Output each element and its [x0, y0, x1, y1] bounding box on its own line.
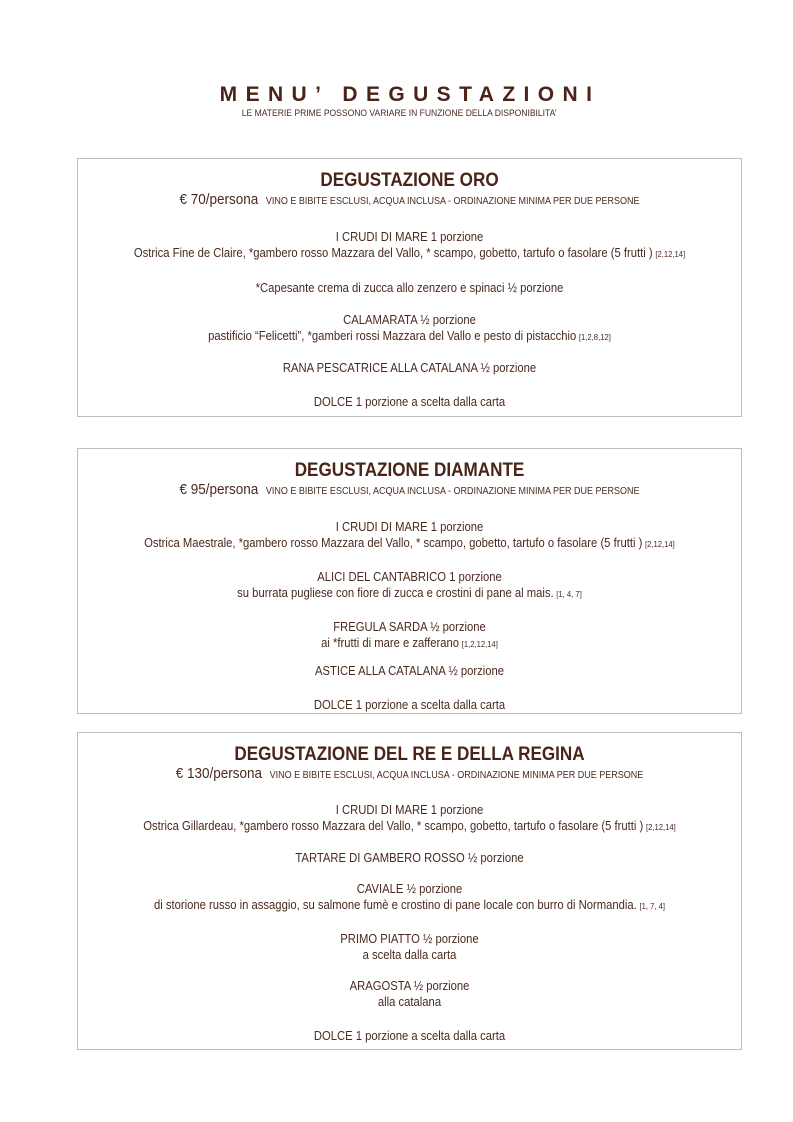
course-item — [111, 931, 708, 963]
course-item — [111, 802, 708, 835]
price-note: VINO E BIBITE ESCLUSI, ACQUA INCLUSA - ORDINAZIONE MINIMA PER DUE PERSONE — [265, 196, 640, 207]
menu-section-oro — [77, 158, 742, 417]
course-name: TARTARE DI GAMBERO ROSSO ½ porzione — [295, 851, 524, 865]
course-description-line — [111, 328, 708, 345]
menu-title: DEGUSTAZIONE DEL RE E DELLA REGINA — [234, 744, 585, 765]
course-name: I CRUDI DI MARE 1 porzione — [335, 803, 484, 817]
course-description-line — [111, 635, 708, 652]
course-name: ALICI DEL CANTABRICO 1 porzione — [317, 570, 502, 584]
course-item — [111, 697, 708, 713]
course-description: Ostrica Gillardeau, *gambero rosso Mazzara del Vallo, * scampo, gobetto, tartufo o fasolare (5 frutti ) — [143, 819, 644, 833]
course-description: Ostrica Maestrale, *gambero rosso Mazzara del Vallo, * scampo, gobetto, tartufo o fasolare (5 frutti ) — [144, 536, 643, 550]
price-note: VINO E BIBITE ESCLUSI, ACQUA INCLUSA - ORDINAZIONE MINIMA PER DUE PERSONE — [265, 486, 640, 497]
course-description-line — [111, 245, 708, 262]
course-description: alla catalana — [377, 995, 442, 1009]
course-name: DOLCE 1 porzione a scelta dalla carta — [313, 395, 506, 409]
course-item — [111, 850, 708, 866]
page-title: MENU’ DEGUSTAZIONI — [219, 83, 601, 106]
allergens: [2,12,14] — [645, 822, 676, 832]
course-description-line — [111, 585, 708, 602]
price-line — [111, 766, 708, 784]
menu-title: DEGUSTAZIONE DIAMANTE — [294, 460, 525, 481]
course-name: DOLCE 1 porzione a scelta dalla carta — [313, 698, 506, 712]
course-description-line — [111, 535, 708, 552]
course-name: PRIMO PIATTO ½ porzione — [340, 932, 479, 946]
allergens: [2,12,14] — [655, 249, 686, 259]
course-name: ARAGOSTA ½ porzione — [349, 979, 470, 993]
course-item — [111, 229, 708, 262]
course-name: I CRUDI DI MARE 1 porzione — [335, 520, 484, 534]
course-description: Ostrica Fine de Claire, *gambero rosso Mazzara del Vallo, * scampo, gobetto, tartufo o fasolare (5 frutti ) — [133, 246, 653, 260]
allergens: [1,2,12,14] — [461, 639, 498, 649]
course-description-line — [111, 818, 708, 835]
course-name: DOLCE 1 porzione a scelta dalla carta — [313, 1029, 506, 1043]
course-item — [111, 663, 708, 679]
course-item — [111, 280, 708, 296]
menu-title: DEGUSTAZIONE ORO — [320, 170, 499, 191]
course-item — [111, 519, 708, 552]
page-subtitle: LE MATERIE PRIME POSSONO VARIARE IN FUNZIONE DELLA DISPONIBILITA’ — [241, 108, 557, 119]
price: € 70/persona — [179, 191, 259, 208]
course-item — [111, 569, 708, 602]
course-item — [111, 394, 708, 410]
menu-section-re-regina — [77, 732, 742, 1050]
price: € 130/persona — [175, 765, 263, 782]
course-item — [111, 312, 708, 345]
course-description: su burrata pugliese con fiore di zucca e crostini di pane al mais. — [237, 586, 554, 600]
course-name: RANA PESCATRICE ALLA CATALANA ½ porzione — [282, 361, 537, 375]
course-item — [111, 360, 708, 376]
course-item — [111, 881, 708, 914]
course-name: CALAMARATA ½ porzione — [343, 313, 476, 327]
course-description-line — [111, 897, 708, 914]
course-name: CAVIALE ½ porzione — [356, 882, 463, 896]
price-line — [111, 192, 708, 210]
course-name: FREGULA SARDA ½ porzione — [333, 620, 486, 634]
page-header — [0, 83, 793, 120]
course-item — [111, 619, 708, 652]
course-item — [111, 978, 708, 1010]
price: € 95/persona — [179, 481, 259, 498]
course-name: *Capesante crema di zucca allo zenzero e spinaci ½ porzione — [255, 281, 564, 295]
course-description: a scelta dalla carta — [362, 948, 457, 962]
course-name: I CRUDI DI MARE 1 porzione — [335, 230, 484, 244]
course-description: pastificio “Felicetti”, *gamberi rossi Mazzara del Vallo e pesto di pistacchio — [208, 329, 577, 343]
course-description: di storione russo in assaggio, su salmone fumè e crostino di pane locale con burro di Normandia. — [153, 898, 637, 912]
price-note: VINO E BIBITE ESCLUSI, ACQUA INCLUSA - ORDINAZIONE MINIMA PER DUE PERSONE — [269, 770, 644, 781]
course-item — [111, 1028, 708, 1044]
allergens: [1, 7, 4] — [639, 901, 665, 911]
allergens: [1,2,8,12] — [578, 332, 611, 342]
price-line — [111, 482, 708, 500]
allergens: [2,12,14] — [645, 539, 675, 549]
menu-section-diamante — [77, 448, 742, 714]
allergens: [1, 4, 7] — [556, 589, 582, 599]
course-name: ASTICE ALLA CATALANA ½ porzione — [314, 664, 505, 678]
course-description: ai *frutti di mare e zafferano — [321, 636, 460, 650]
